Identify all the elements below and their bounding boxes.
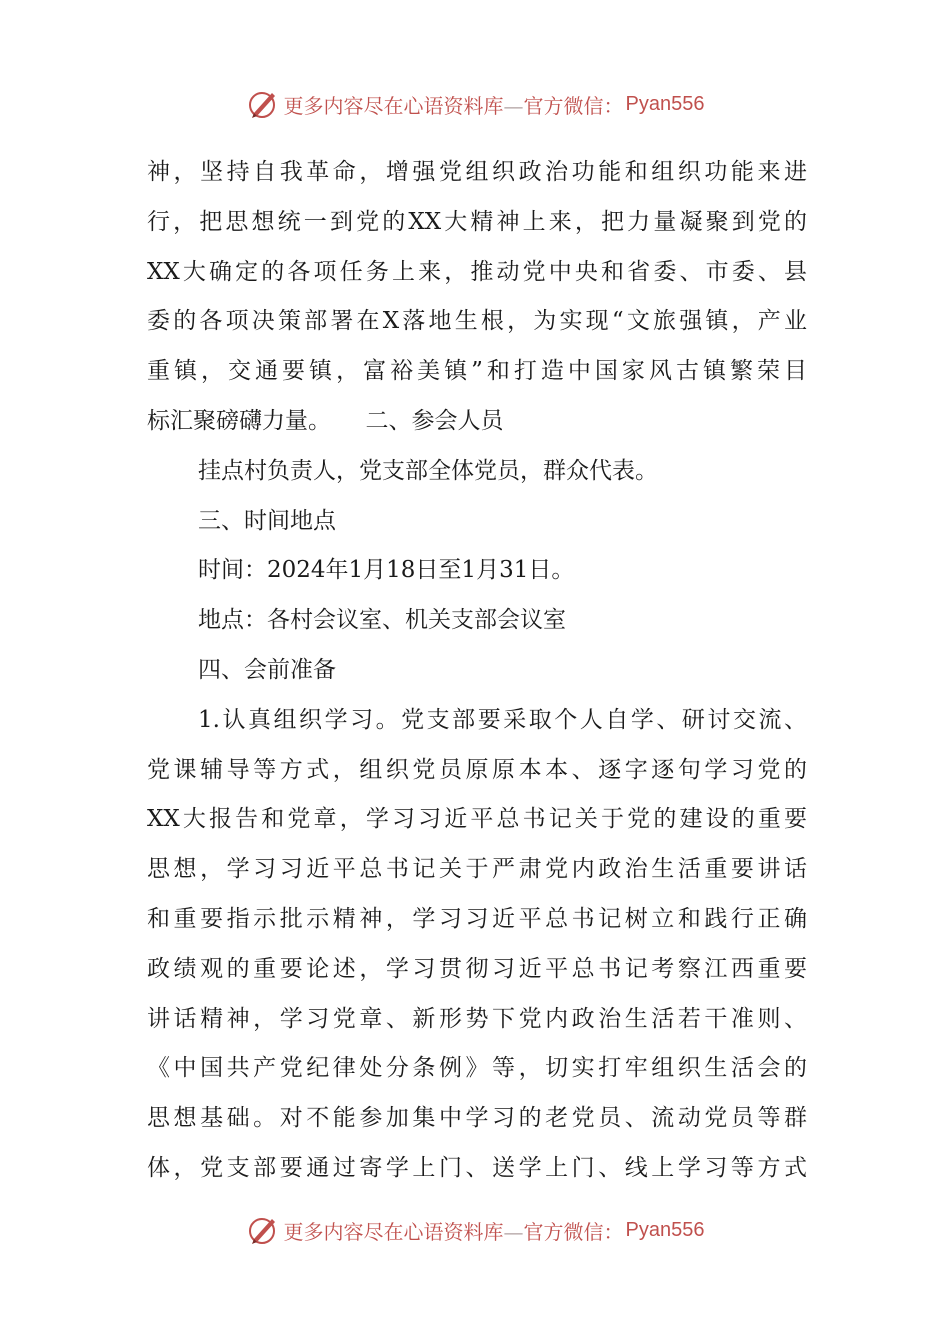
pen-logo-icon	[246, 1213, 280, 1247]
text-line-attendees: 挂点村负责人，党支部全体党员，群众代表。	[198, 457, 658, 484]
text-line: 1.认真组织学习。党支部要采取个人自学、研讨交流、	[198, 706, 807, 733]
banner-account: Pyan556	[625, 92, 705, 115]
banner-title	[284, 90, 624, 119]
text-line: 体，党支部要通过寄学上门、送学上门、线上学习等方式	[147, 1154, 807, 1181]
section-heading-preparation: 四、会前准备	[198, 656, 336, 683]
text-line-place: 地点：各村会议室、机关支部会议室	[198, 607, 566, 634]
text-line: 《中国共产党纪律处分条例》等，切实打牢组织生活会的	[147, 1055, 807, 1082]
banner-label: 官方微信：	[523, 1219, 624, 1244]
banner-label: 官方微信：	[523, 93, 624, 118]
text-line: 重镇，交通要镇，富裕美镇”和打造中国家风古镇繁荣目	[147, 358, 807, 385]
text-line-section-heading-attendees: 标汇聚磅礴力量。 二、参会人员	[147, 407, 504, 434]
pen-logo-icon	[246, 87, 280, 121]
text-line: XX大确定的各项任务上来，推动党中央和省委、市委、县	[147, 258, 807, 285]
banner-main-text: 更多内容尽在心语资料库	[283, 93, 504, 118]
banner-account: Pyan556	[625, 1218, 705, 1241]
text-line-time: 时间：2024年1月18日至1月31日。	[198, 557, 575, 584]
text-line: 思想，学习习近平总书记关于严肃党内政治生活重要讲话	[147, 856, 807, 883]
banner-main-text: 更多内容尽在心语资料库	[283, 1219, 504, 1244]
text-line: 神，坚持自我革命，增强党组织政治功能和组织功能来进	[147, 159, 807, 185]
text-line: XX大报告和党章，学习习近平总书记关于党的建设的重要	[147, 806, 807, 833]
section-heading-time-place: 三、时间地点	[198, 507, 336, 534]
header-banner	[0, 84, 950, 124]
banner-title	[284, 1216, 624, 1245]
banner-separator: —	[503, 1219, 524, 1244]
text-line: 思想基础。对不能参加集中学习的老党员、流动党员等群	[147, 1105, 807, 1132]
text-line: 行，把思想统一到党的XX大精神上来，把力量凝聚到党的	[147, 208, 807, 235]
document-body	[147, 148, 807, 1194]
text-line: 和重要指示批示精神，学习习近平总书记树立和践行正确	[147, 905, 807, 932]
text-line: 讲话精神，学习党章、新形势下党内政治生活若干准则、	[147, 1005, 807, 1032]
text-line: 政绩观的重要论述，学习贯彻习近平总书记考察江西重要	[147, 955, 807, 982]
text-line: 委的各项决策部署在X落地生根，为实现“文旅强镇，产业	[147, 308, 807, 335]
text-line: 党课辅导等方式，组织党员原原本本、逐字逐句学习党的	[147, 756, 807, 783]
banner-separator: —	[503, 93, 524, 118]
footer-banner	[0, 1210, 950, 1250]
